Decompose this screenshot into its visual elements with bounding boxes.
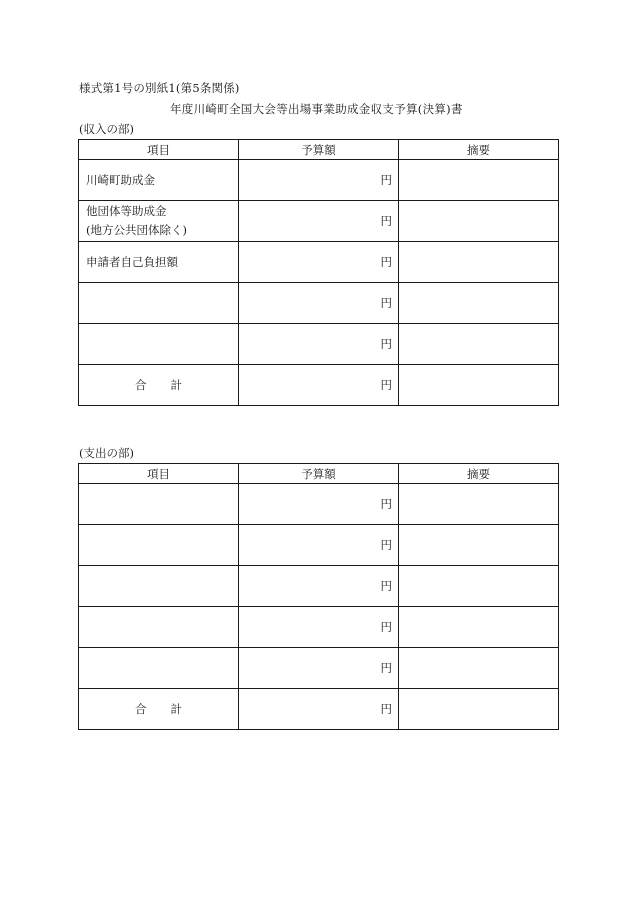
item-cell[interactable] xyxy=(79,324,239,365)
table-row xyxy=(79,283,559,324)
table-row xyxy=(79,484,559,525)
total-label: 合計 xyxy=(135,701,206,716)
expense-section-label: (支出の部) xyxy=(79,446,134,460)
total-notes-cell[interactable] xyxy=(399,689,559,730)
yen-unit: 円 xyxy=(380,337,392,351)
table-row xyxy=(79,324,559,365)
column-header-notes: 摘要 xyxy=(399,140,559,160)
expense-header-row xyxy=(79,464,559,484)
yen-unit: 円 xyxy=(380,296,392,310)
total-row xyxy=(79,365,559,406)
income-section-label: (収入の部) xyxy=(79,122,134,136)
notes-cell[interactable] xyxy=(399,283,559,324)
total-row xyxy=(79,689,559,730)
yen-unit: 円 xyxy=(380,620,392,634)
amount-cell[interactable] xyxy=(239,160,399,201)
amount-cell[interactable] xyxy=(239,525,399,566)
yen-unit: 円 xyxy=(380,378,392,392)
amount-cell[interactable] xyxy=(239,566,399,607)
item-cell[interactable] xyxy=(79,607,239,648)
income-table xyxy=(78,139,559,406)
column-header-item: 項目 xyxy=(79,140,239,160)
total-amount-cell[interactable] xyxy=(239,689,399,730)
table-row xyxy=(79,525,559,566)
notes-cell[interactable] xyxy=(399,648,559,689)
yen-unit: 円 xyxy=(380,661,392,675)
table-row xyxy=(79,242,559,283)
amount-cell[interactable] xyxy=(239,484,399,525)
amount-cell[interactable] xyxy=(239,324,399,365)
column-header-notes: 摘要 xyxy=(399,464,559,484)
amount-cell[interactable] xyxy=(239,283,399,324)
yen-unit: 円 xyxy=(380,579,392,593)
total-amount-cell[interactable] xyxy=(239,365,399,406)
item-label: 川崎町助成金 xyxy=(86,172,155,187)
item-cell[interactable] xyxy=(79,283,239,324)
item-label: 他団体等助成金 xyxy=(86,204,167,218)
amount-cell[interactable] xyxy=(239,242,399,283)
item-cell[interactable] xyxy=(79,160,239,201)
document-title: 年度川崎町全国大会等出場事業助成金収支予算(決算)書 xyxy=(170,102,463,116)
notes-cell[interactable] xyxy=(399,484,559,525)
amount-cell[interactable] xyxy=(239,648,399,689)
total-label: 合計 xyxy=(135,377,206,392)
yen-unit: 円 xyxy=(380,702,392,716)
table-row xyxy=(79,201,559,242)
notes-cell[interactable] xyxy=(399,607,559,648)
yen-unit: 円 xyxy=(380,173,392,187)
item-sublabel: (地方公共団体除く) xyxy=(86,223,187,237)
total-label-cell xyxy=(79,689,239,730)
notes-cell[interactable] xyxy=(399,201,559,242)
item-cell[interactable] xyxy=(79,648,239,689)
expense-table xyxy=(78,463,559,730)
form-number-label: 様式第1号の別紙1(第5条関係) xyxy=(79,81,240,95)
notes-cell[interactable] xyxy=(399,324,559,365)
amount-cell[interactable] xyxy=(239,607,399,648)
item-cell[interactable] xyxy=(79,484,239,525)
yen-unit: 円 xyxy=(380,538,392,552)
table-row xyxy=(79,648,559,689)
notes-cell[interactable] xyxy=(399,242,559,283)
total-notes-cell[interactable] xyxy=(399,365,559,406)
notes-cell[interactable] xyxy=(399,566,559,607)
yen-unit: 円 xyxy=(380,214,392,228)
notes-cell[interactable] xyxy=(399,525,559,566)
column-header-item: 項目 xyxy=(79,464,239,484)
notes-cell[interactable] xyxy=(399,160,559,201)
amount-cell[interactable] xyxy=(239,201,399,242)
income-header-row xyxy=(79,140,559,160)
total-label-cell xyxy=(79,365,239,406)
table-row xyxy=(79,566,559,607)
column-header-budget: 予算額 xyxy=(239,464,399,484)
column-header-budget: 予算額 xyxy=(239,140,399,160)
yen-unit: 円 xyxy=(380,497,392,511)
item-cell[interactable] xyxy=(79,242,239,283)
table-row xyxy=(79,160,559,201)
item-cell[interactable] xyxy=(79,525,239,566)
item-cell[interactable] xyxy=(79,566,239,607)
yen-unit: 円 xyxy=(380,255,392,269)
table-row xyxy=(79,607,559,648)
item-cell[interactable] xyxy=(79,201,239,242)
item-label: 申請者自己負担額 xyxy=(86,254,178,269)
